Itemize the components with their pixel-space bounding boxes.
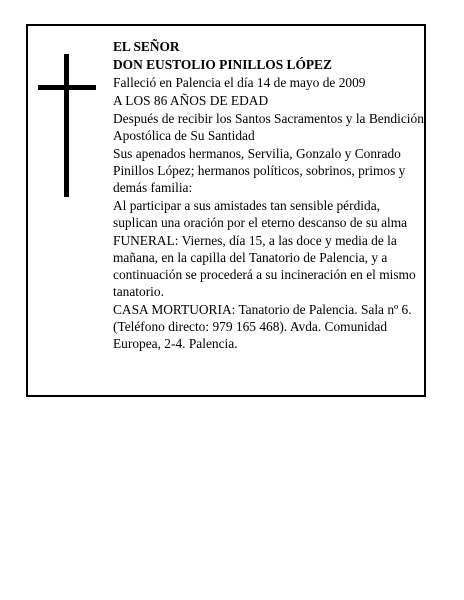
- death-info: Falleció en Palencia el día 14 de mayo de 2009: [113, 75, 366, 90]
- deceased-name: DON EUSTOLIO PINILLOS LÓPEZ: [113, 57, 332, 72]
- family-text: Sus apenados hermanos, Servilia, Gonzalo y Conrado Pinillos López; hermanos políticos, sobrinos, primos y demás familia:: [113, 146, 406, 195]
- request-text: Al participar a sus amistades tan sensible pérdida, suplican una oración por el eterno descanso de su alma: [113, 198, 408, 230]
- age-info: A LOS 86 AÑOS DE EDAD: [113, 93, 269, 108]
- mortuary-text: CASA MORTUORIA: Tanatorio de Palencia. Sala nº 6. (Teléfono directo: 979 165 468). Avda. Comunidad Europea, 2-4. Palencia.: [113, 302, 412, 351]
- cross-vertical-bar: [64, 54, 69, 197]
- notice-heading: EL SEÑOR: [113, 39, 180, 54]
- sacraments-text: Después de recibir los Santos Sacramentos y la Bendición Apostólica de Su Santidad: [113, 111, 424, 143]
- notice-body: [113, 38, 425, 353]
- funeral-text: FUNERAL: Viernes, día 15, a las doce y media de la mañana, en la capilla del Tanatorio de Palencia, y a continuación se procederá a su incineración en el mismo tanatorio.: [113, 233, 416, 299]
- cross-horizontal-bar: [38, 85, 96, 90]
